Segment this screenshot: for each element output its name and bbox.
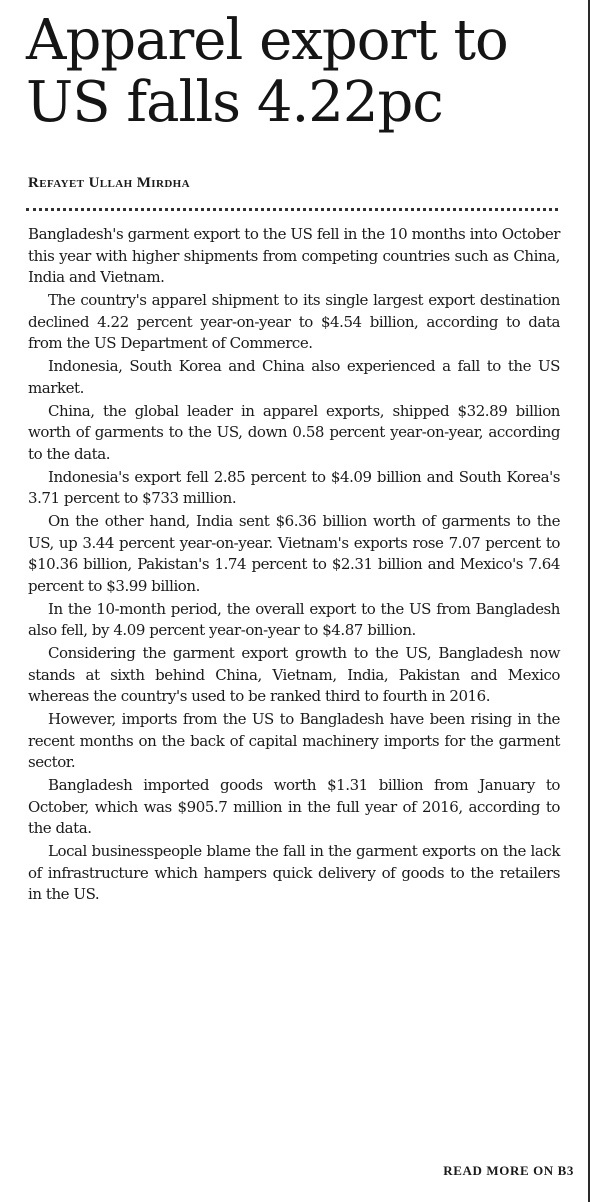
paragraph-1: Bangladesh's garment export to the US fell in the 10 months into October this year with higher shipments from competing countries such as China, India and Vietnam.	[28, 225, 560, 286]
paragraph-4: China, the global leader in apparel exports, shipped $32.89 billion worth of garments to the US, down 0.58 percent year-on-year, according to the data.	[28, 401, 560, 463]
paragraph-2: The country's apparel shipment to its single largest export destination declined 4.22 percent year-on-year to $4.54 billion, according to data from the US Department of Commerce.	[28, 291, 560, 352]
paragraph-9: However, imports from the US to Bangladesh have been rising in the recent months on the back of capital machinery imports for the garment sector.	[28, 710, 560, 771]
dotted-divider	[26, 208, 558, 211]
headline	[26, 10, 566, 134]
read-more-link[interactable]: READ MORE ON B3	[443, 1163, 574, 1178]
headline-line-1: Apparel export to	[26, 8, 508, 73]
paragraph-5: Indonesia's export fell 2.85 percent to $4.09 billion and South Korea's 3.71 percent to $733 million.	[28, 467, 560, 507]
paragraph-11: Local businesspeople blame the fall in the garment exports on the lack of infrastructure which hampers quick delivery of goods to the retailers in the US.	[28, 842, 560, 903]
paragraph-3: Indonesia, South Korea and China also experienced a fall to the US market.	[28, 357, 560, 397]
byline: Refayet Ullah Mirdha	[28, 175, 190, 191]
paragraph-7: In the 10-month period, the overall export to the US from Bangladesh also fell, by 4.09 percent year-on-year to $4.87 billion.	[28, 599, 560, 639]
paragraph-6: On the other hand, India sent $6.36 billion worth of garments to the US, up 3.44 percent year-on-year. Vietnam's exports rose 7.07 percent to $10.36 billion, Pakistan's 1.74 percent to $2.31 billion and Mexico's 7.64 percent to $3.99 billion.	[28, 512, 560, 595]
paragraph-10: Bangladesh imported goods worth $1.31 billion from January to October, which was $905.7 million in the full year of 2016, according to the data.	[28, 776, 560, 837]
article-body	[28, 224, 560, 907]
headline-line-2: US falls 4.22pc	[26, 70, 443, 135]
column-rule	[588, 0, 590, 1202]
paragraph-8: Considering the garment export growth to the US, Bangladesh now stands at sixth behind China, Vietnam, India, Pakistan and Mexico whereas the country's used to be ranked third to fourth in 2016.	[28, 644, 560, 705]
